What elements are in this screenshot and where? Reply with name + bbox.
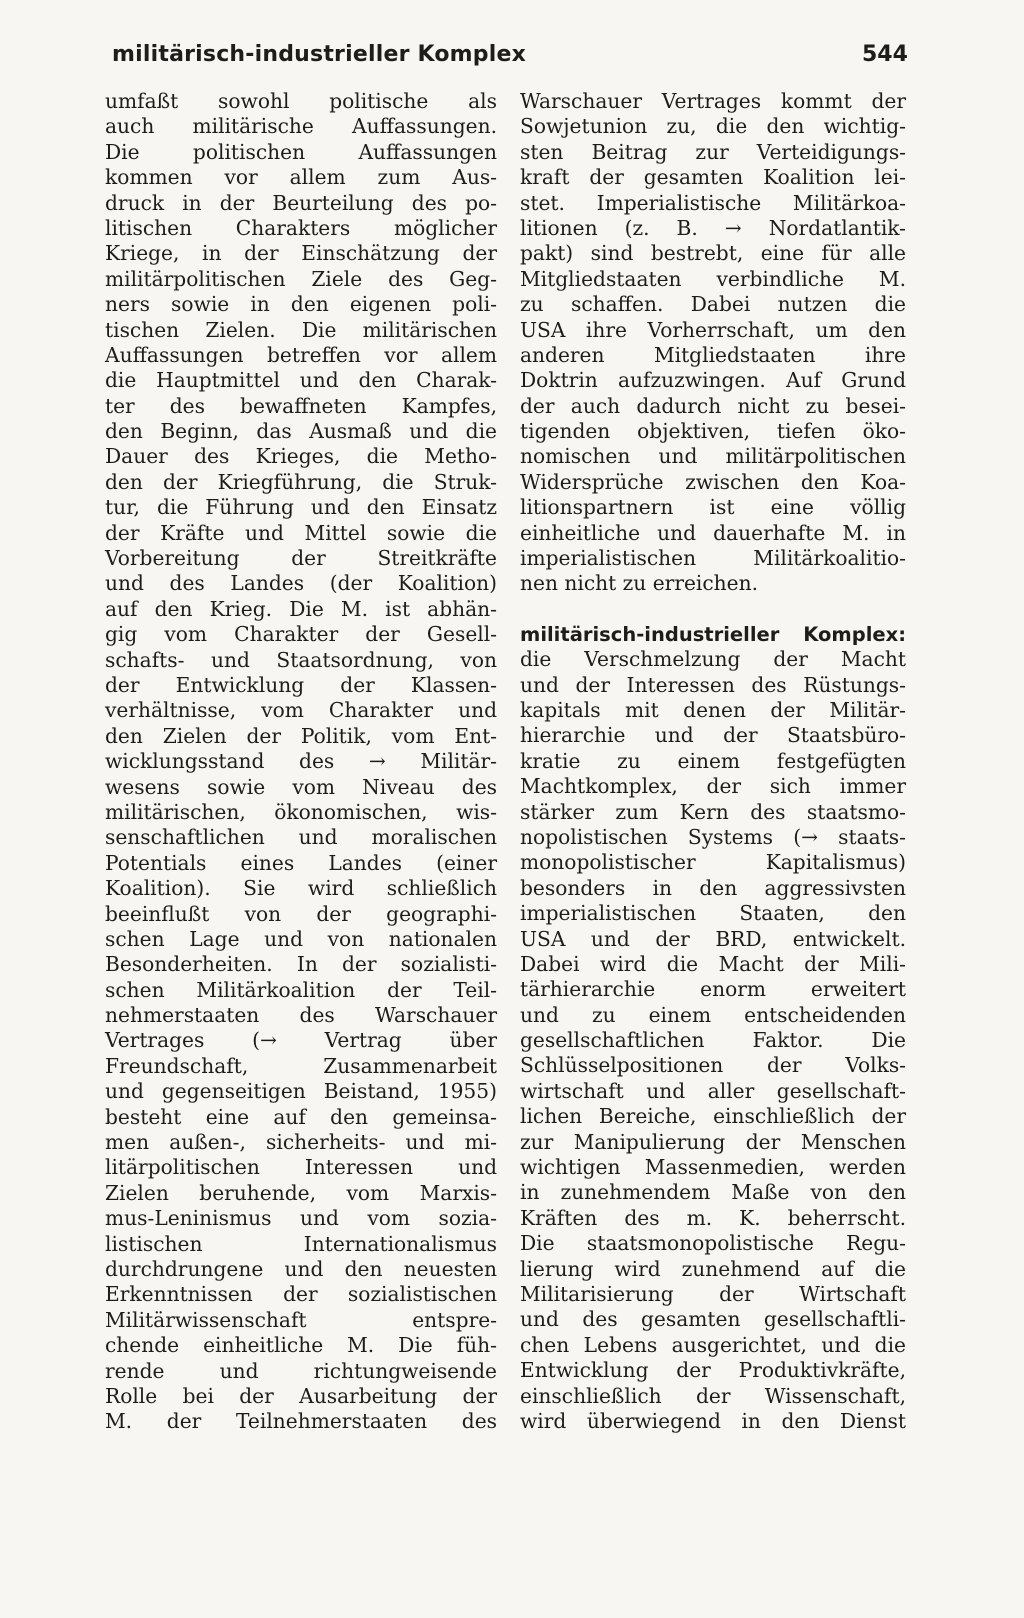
text-line: und gegenseitigen Beistand, 1955)	[105, 1079, 497, 1104]
text-line: litärpolitischen Interessen und	[105, 1155, 497, 1180]
text-line: besonders in den aggressivsten	[520, 875, 906, 900]
text-line: Militarisierung der Wirtschaft	[520, 1281, 906, 1306]
text-line: der Kräfte und Mittel sowie die	[105, 520, 497, 545]
text-line: auch militärische Auffassungen.	[105, 114, 497, 139]
text-line: Widersprüche zwischen den Koa-	[520, 469, 906, 494]
text-line: nomischen und militärpolitischen	[520, 444, 906, 469]
entry-headline	[520, 622, 906, 647]
text-line: Vorbereitung der Streitkräfte	[105, 546, 497, 571]
text-line: auf den Krieg. Die M. ist abhän-	[105, 596, 497, 621]
text-line: nehmerstaaten des Warschauer	[105, 1003, 497, 1028]
text-line: und des Landes (der Koalition)	[105, 571, 497, 596]
text-line: mus-Leninismus und vom sozia-	[105, 1206, 497, 1231]
text-line: senschaftlichen und moralischen	[105, 825, 497, 850]
text-line: men außen-, sicherheits- und mi-	[105, 1130, 497, 1155]
text-line: Militärwissenschaft entspre-	[105, 1307, 497, 1332]
text-line: kratie zu einem festgefügten	[520, 748, 906, 773]
text-line: tischen Zielen. Die militärischen	[105, 317, 497, 342]
text-line: zur Manipulierung der Menschen	[520, 1129, 906, 1154]
text-line: kraft der gesamten Koalition lei-	[520, 165, 906, 190]
text-line: den Zielen der Politik, vom Ent-	[105, 723, 497, 748]
text-line: stärker zum Kern des staatsmo-	[520, 799, 906, 824]
text-line: umfaßt sowohl politische als	[105, 89, 497, 113]
text-line: Freundschaft, Zusammenarbeit	[105, 1053, 497, 1078]
text-line: Koalition). Sie wird schließlich	[105, 876, 497, 901]
text-line: kapitals mit denen der Militär-	[520, 697, 906, 722]
text-line: ners sowie in den eigenen poli-	[105, 292, 497, 317]
text-line: tur, die Führung und den Einsatz	[105, 495, 497, 520]
text-line: die Verschmelzung der Macht	[520, 647, 906, 672]
text-line: Kräften des m. K. beherrscht.	[520, 1205, 906, 1230]
text-line: nopolistischen Systems (→ staats-	[520, 824, 906, 849]
text-line: druck in der Beurteilung des po-	[105, 190, 497, 215]
entry-body	[520, 647, 906, 1434]
right-column	[520, 89, 906, 1434]
text-line: einschließlich der Wissenschaft,	[520, 1383, 906, 1408]
text-line: Dabei wird die Macht der Mili-	[520, 951, 906, 976]
text-line: und des gesamten gesellschaftli-	[520, 1307, 906, 1332]
text-line: gig vom Charakter der Gesell-	[105, 622, 497, 647]
text-line: imperialistischen Staaten, den	[520, 901, 906, 926]
text-line: Kriege, in der Einschätzung der	[105, 241, 497, 266]
text-line: litionen (z. B. → Nordatlantik-	[520, 215, 906, 240]
text-line: militärpolitischen Ziele des Geg-	[105, 266, 497, 291]
text-line: nen nicht zu erreichen.	[520, 571, 759, 596]
text-line: wesens sowie vom Niveau des	[105, 774, 497, 799]
text-line: in zunehmendem Maße von den	[520, 1180, 906, 1205]
page-number: 544	[862, 42, 908, 67]
text-line: und zu einem entscheidenden	[520, 1002, 906, 1027]
text-line: rende und richtungweisende	[105, 1358, 497, 1383]
text-line: besteht eine auf den gemeinsa-	[105, 1104, 497, 1129]
text-line: Zielen beruhende, vom Marxis-	[105, 1180, 497, 1205]
text-line: wirtschaft und aller gesellschaft-	[520, 1078, 906, 1103]
text-line: Potentials eines Landes (einer	[105, 850, 497, 875]
text-line: Rolle bei der Ausarbeitung der	[105, 1383, 497, 1408]
text-line: Machtkomplex, der sich immer	[520, 774, 906, 799]
text-line: den Beginn, das Ausmaß und die	[105, 419, 497, 444]
text-line: die Hauptmittel und den Charak-	[105, 368, 497, 393]
text-line: Sowjetunion zu, die den wichtig-	[520, 114, 906, 139]
text-line: litionspartnern ist eine völlig	[520, 495, 906, 520]
left-column	[105, 89, 497, 1435]
text-line: Vertrages (→ Vertrag über	[105, 1028, 497, 1053]
text-line: anderen Mitgliedstaaten ihre	[520, 342, 906, 367]
text-line: Warschauer Vertrages kommt der	[520, 89, 906, 113]
text-line: kommen vor allem zum Aus-	[105, 165, 497, 190]
text-line: Dauer des Krieges, die Metho-	[105, 444, 497, 469]
text-line: hierarchie und der Staatsbüro-	[520, 723, 906, 748]
text-line: stet. Imperialistische Militärkoa-	[520, 190, 906, 215]
text-line: M. der Teilnehmerstaaten des	[105, 1409, 497, 1434]
text-line: listischen Internationalismus	[105, 1231, 497, 1256]
text-line: Schlüsselpositionen der Volks-	[520, 1053, 906, 1078]
text-line: Doktrin aufzuzwingen. Auf Grund	[520, 368, 906, 393]
text-line: Mitgliedstaaten verbindliche M.	[520, 266, 906, 291]
text-line: monopolistischer Kapitalismus)	[520, 850, 906, 875]
text-line: verhältnisse, vom Charakter und	[105, 698, 497, 723]
running-head: militärisch-industrieller Komplex	[112, 42, 526, 67]
text-line: lichen Bereiche, einschließlich der	[520, 1104, 906, 1129]
text-line: beeinflußt von der geographi-	[105, 901, 497, 926]
text-line: der auch dadurch nicht zu besei-	[520, 393, 906, 418]
text-line: Entwicklung der Produktivkräfte,	[520, 1358, 906, 1383]
text-line: und der Interessen des Rüstungs-	[520, 672, 906, 697]
text-line: militärischen, ökonomischen, wis-	[105, 799, 497, 824]
text-line: ter des bewaffneten Kampfes,	[105, 393, 497, 418]
text-line: wicklungsstand des → Militär-	[105, 749, 497, 774]
text-line: schen Militärkoalition der Teil-	[105, 977, 497, 1002]
text-line: USA ihre Vorherrschaft, um den	[520, 317, 906, 342]
text-line: tärhierarchie enorm erweitert	[520, 977, 906, 1002]
text-line: tigenden objektiven, tiefen öko-	[520, 419, 906, 444]
text-line: pakt) sind bestrebt, eine für alle	[520, 241, 906, 266]
text-line: chende einheitliche M. Die füh-	[105, 1333, 497, 1358]
text-line: schen Lage und von nationalen	[105, 926, 497, 951]
text-line: Die staatsmonopolistische Regu-	[520, 1231, 906, 1256]
text-line: Erkenntnissen der sozialistischen	[105, 1282, 497, 1307]
text-line: litischen Charakters möglicher	[105, 215, 497, 240]
text-line: wichtigen Massenmedien, werden	[520, 1155, 906, 1180]
text-line: gesellschaftlichen Faktor. Die	[520, 1028, 906, 1053]
text-line: imperialistischen Militärkoalitio-	[520, 546, 906, 571]
text-line: Besonderheiten. In der sozialisti-	[105, 952, 497, 977]
text-line: durchdrungene und den neuesten	[105, 1256, 497, 1281]
text-line: chen Lebens ausgerichtet, und die	[520, 1332, 906, 1357]
text-line: lierung wird zunehmend auf die	[520, 1256, 906, 1281]
dictionary-entry	[520, 622, 906, 1435]
entry-gap	[520, 597, 906, 622]
entry-headword: militärisch-industrieller Komplex:	[520, 622, 906, 646]
text-line: zu schaffen. Dabei nutzen die	[520, 292, 906, 317]
text-line: sten Beitrag zur Verteidigungs-	[520, 139, 906, 164]
text-line: den der Kriegführung, die Struk-	[105, 469, 497, 494]
text-line: wird überwiegend in den Dienst	[520, 1408, 906, 1433]
right-column-continuation	[520, 89, 906, 597]
text-line: Auffassungen betreffen vor allem	[105, 342, 497, 367]
text-line: der Entwicklung der Klassen-	[105, 672, 497, 697]
text-line: USA und der BRD, entwickelt.	[520, 926, 906, 951]
text-line: einheitliche und dauerhafte M. in	[520, 520, 906, 545]
text-line: Die politischen Auffassungen	[105, 139, 497, 164]
text-line: schafts- und Staatsordnung, von	[105, 647, 497, 672]
